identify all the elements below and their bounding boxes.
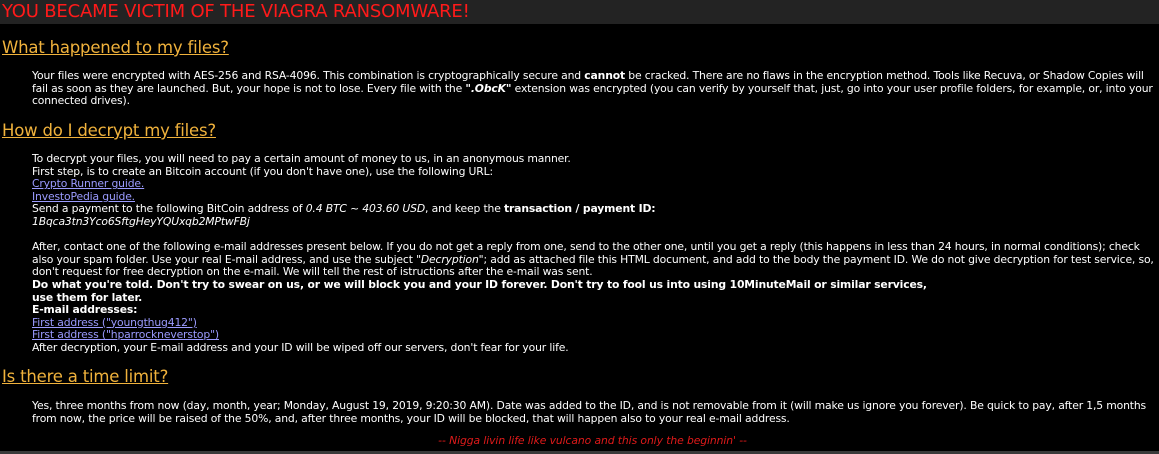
- text-run: , and keep the: [425, 202, 504, 216]
- how-decrypt-body: [32, 153, 1152, 355]
- heading-time-limit: Is there a time limit?: [2, 367, 169, 386]
- page-title: YOU BECAME VICTIM OF THE VIAGRA RANSOMWARE!: [2, 1, 470, 22]
- text-run: also your spam folder. Use your real E-mail address, and use the subject: [32, 252, 417, 266]
- text-run: Send a payment to the following BitCoin address of: [32, 202, 306, 216]
- bitcoin-address: 1Bqca3tn3Yco6SftgHeyYQUxqb2MPtwFBj: [32, 214, 250, 228]
- email-link-1[interactable]: First address ("youngthug412"): [32, 315, 197, 329]
- text-run: fail as soon as they are launched. But, your hope is not to lose. Every file with the: [32, 81, 466, 95]
- crypto-runner-guide-link[interactable]: Crypto Runner guide.: [32, 177, 145, 191]
- body-line: [32, 178, 1152, 191]
- time-limit-body: [32, 400, 1152, 425]
- body-line: After decryption, your E-mail address and your ID will be wiped off our servers, don't fear for your life.: [32, 340, 569, 354]
- body-line: First step, is to create an Bitcoin account (if you don't have one), use the following URL:: [32, 164, 494, 178]
- warning-line: Do what you're told. Don't try to swear on us, or we will block you and your ID forever. Don't try to fool us into using 10MinuteMail or similar services,: [32, 277, 927, 291]
- file-extension: ".ObcK": [465, 81, 512, 95]
- warning-line: use them for later.: [32, 290, 143, 304]
- body-line: After, contact one of the following e-mail addresses present below. If you do not get a reply from one, send to the other one, until you get a reply (this happens in less than 24 hours, in normal conditions); check: [32, 240, 1140, 254]
- text-run: ; add as attached file this HTML document, and add to the body the payment ID. We do not give decryption for test service, so,: [483, 252, 1154, 266]
- email-link-2[interactable]: First address ("hparrockneverstop"): [32, 328, 219, 342]
- investopedia-guide-link[interactable]: InvestoPedia guide.: [32, 189, 135, 203]
- body-line: from now, the price will be raised of the 50%, and, after three months, your ID will be blocked, that will happen also to your real e-mail address.: [32, 411, 790, 425]
- email-subject: "Decryption": [416, 252, 484, 266]
- what-happened-body: [32, 70, 1152, 108]
- text-run: be cracked. There are no flaws in the encryption method. Tools like Recuva, or Shadow Copies will: [625, 69, 1144, 82]
- footer-text: -- Nigga livin life like vulcano and this only the beginnin' --: [438, 434, 747, 447]
- payment-amount: 0.4 BTC ~ 403.60 USD: [305, 202, 426, 216]
- body-line: [32, 83, 1152, 96]
- heading-how-decrypt: How do I decrypt my files?: [2, 121, 216, 140]
- email-addresses-label: E-mail addresses:: [32, 303, 138, 317]
- body-line: Yes, three months from now (day, month, year; Monday, August 19, 2019, 9:20:30 AM). Date was added to the ID, and is not removable from it (will make us ignore you forever). Be quick to pay, after 1,5 months: [32, 399, 1147, 412]
- text-run: extension was encrypted (you can verify by yourself that, just, go into your user profile folders, for example, or, into your: [511, 81, 1153, 95]
- text-run: Your files were encrypted with AES-256 and RSA-4096. This combination is cryptographically secure and: [32, 69, 585, 82]
- title-banner: [0, 0, 1159, 24]
- body-line: connected drives).: [32, 94, 130, 108]
- text-run: transaction / payment ID:: [504, 202, 656, 216]
- heading-what-happened: What happened to my files?: [2, 38, 229, 57]
- body-line: don't request for free decryption on the e-mail. We will tell the rest of istructions after the e-mail was sent.: [32, 265, 593, 279]
- emphasis-cannot: cannot: [584, 69, 626, 82]
- body-line: To decrypt your files, you will need to pay a certain amount of money to us, in an anonymous manner.: [32, 152, 571, 165]
